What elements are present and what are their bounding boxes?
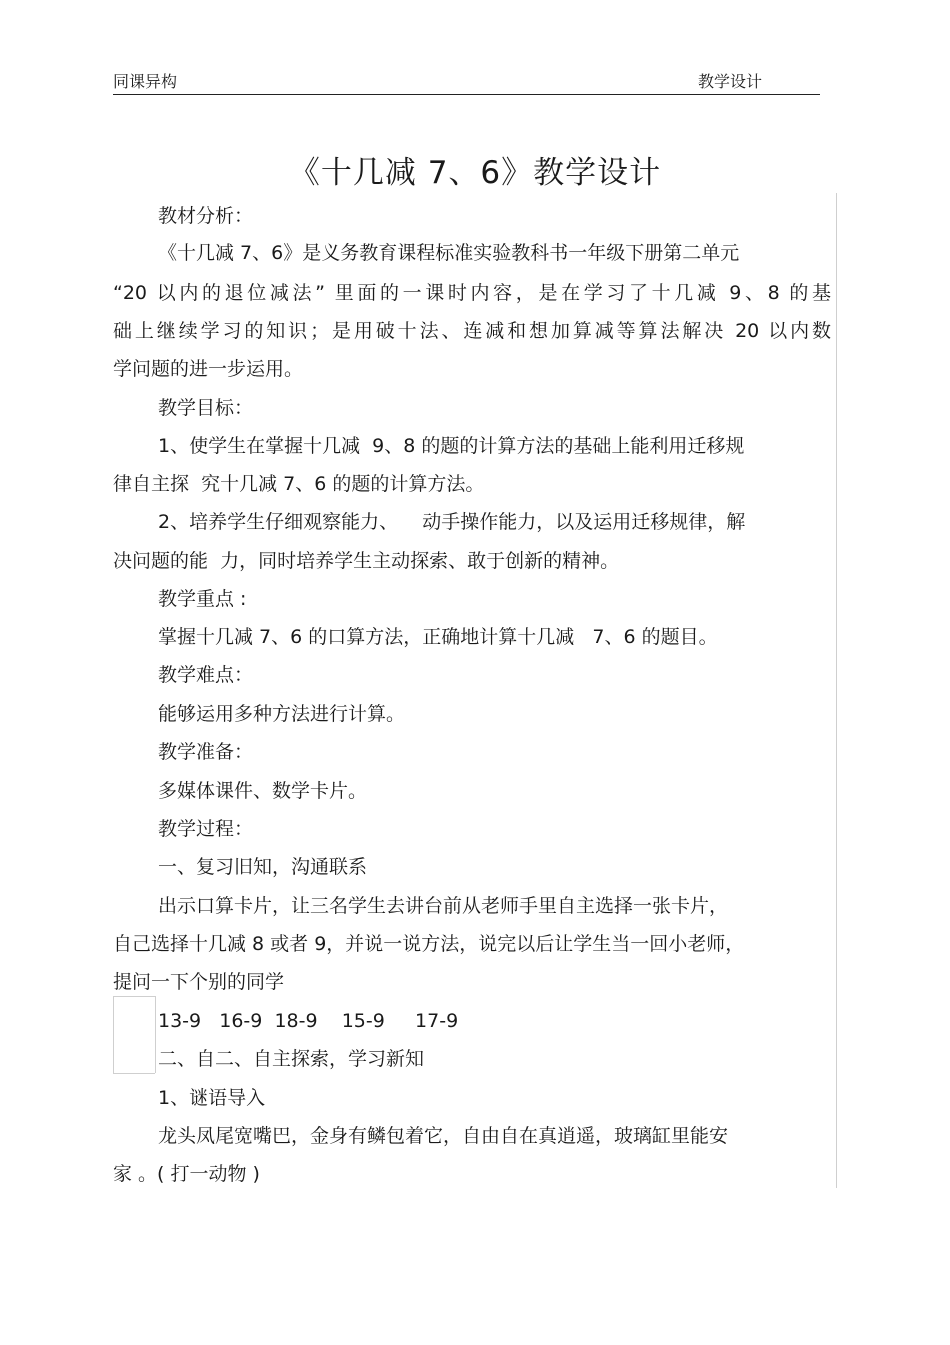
paragraph-line: 龙头凤尾宽嘴巴，金身有鳞包着它，自由自在真逍遥，玻璃缸里能安 <box>158 1125 729 1147</box>
paragraph-line: 家 。( 打一动物 ) <box>113 1163 260 1185</box>
paragraph-line: 《十几减 7、6》是义务教育课程标准实验教科书一年级下册第二单元 <box>158 242 740 264</box>
heading-process: 教学过程： <box>158 818 254 840</box>
margin-box-bottom <box>113 1073 155 1074</box>
paragraph-line: 1、使学生在掌握十几减 9、8 的题的计算方法的基础上能利用迁移规 <box>158 435 745 457</box>
heading-preparation: 教学准备： <box>158 741 254 763</box>
subsection-heading: 1、谜语导入 <box>158 1087 266 1109</box>
margin-box-top <box>113 996 155 997</box>
paragraph-line: 出示口算卡片，让三名学生去讲台前从老师手里自主选择一张卡片， <box>158 895 729 917</box>
page-title: 《十几减 7、6》教学设计 <box>288 155 662 191</box>
paragraph-line: 提问一下个别的同学 <box>113 971 285 993</box>
margin-box-right <box>155 996 156 1073</box>
paragraph-line: 决问题的能 力，同时培养学生主动探索、敢于创新的精神。 <box>113 550 620 572</box>
heading-material-analysis: 教材分析： <box>158 205 254 227</box>
heading-difficulties: 教学难点： <box>158 664 254 686</box>
exercise-list: 13-9 16-9 18-9 15-9 17-9 <box>158 1010 459 1032</box>
heading-key-points: 教学重点 : <box>158 588 247 610</box>
paragraph-line: 学问题的进一步运用。 <box>113 358 304 380</box>
right-margin-rule <box>836 193 837 1188</box>
section-heading: 二、自二、自主探索，学习新知 <box>158 1048 425 1070</box>
paragraph-line: 律自主探 究十几减 7、6 的题的计算方法。 <box>113 473 485 495</box>
paragraph-line: 多媒体课件、数学卡片。 <box>158 780 368 802</box>
header-right-text: 教学设计 <box>698 72 763 91</box>
margin-box-left <box>113 996 114 1073</box>
paragraph-line: 2、培养学生仔细观察能力、 动手操作能力，以及运用迁移规律，解 <box>158 511 746 533</box>
paragraph-line: 掌握十几减 7、6 的口算方法，正确地计算十几减 7、6 的题目。 <box>158 626 718 648</box>
paragraph-line: 能够运用多种方法进行计算。 <box>158 703 406 725</box>
paragraph-line: 自己选择十几减 8 或者 9，并说一说方法，说完以后让学生当一回小老师， <box>113 933 745 955</box>
header-rule <box>113 94 820 95</box>
paragraph-line: “20 以内的退位减法” 里面的一课时内容，是在学习了十几减 9、8 的基 <box>113 282 831 304</box>
section-heading: 一、复习旧知，沟通联系 <box>158 856 368 878</box>
paragraph-line: 础上继续学习的知识；是用破十法、连减和想加算减等算法解决 20 以内数 <box>113 320 831 342</box>
heading-teaching-goals: 教学目标： <box>158 397 254 419</box>
header-left-text: 同课异构 <box>113 72 178 91</box>
